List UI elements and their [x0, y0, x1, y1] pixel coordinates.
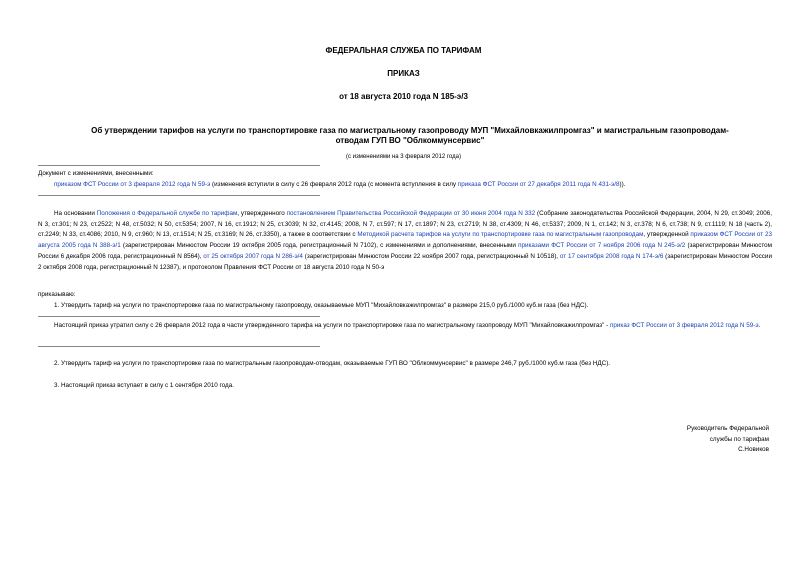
order-245-link[interactable]: приказами ФСТ России от 7 ноября 2006 года N 245-э/2	[518, 242, 686, 250]
repeal-end: .	[758, 322, 761, 329]
signature-block	[687, 424, 769, 456]
preamble-text-2: (Собрание законодательства Российской Федерации, 2004, N 29, ст.3049; 2006, N 3, ст.301; N 23, ст.2522; N 48, ст.5032; N 50, ст.5354; 2007, N 16, ст.1912; N 25, ст.3039; N 32, ст.4145; 2008, N 7, ст.597; N 17, ст.1897; N 23, ст.2719; N 38, ст.4309; N 46, ст.5337; 2009, N 1, ст.142; N 3, ст.378; N 6, ст.738; N 9, ст.1119; N 18 (часть 2), ст.2249; N 33, ст.4086; 2010, N 9, ст.960; N 13, ст.1514; N 25, ст.3169; N 26, ст.3350), а также в соответствии с	[38, 210, 772, 239]
signature-position: Руководитель Федеральной	[686, 425, 769, 432]
amendment-note: (с изменениями на 3 февраля 2012 года)	[346, 154, 461, 160]
preamble-text-6: (зарегистрирован Минюстом России 22 ноября 2007 года, регистрационный N 10518),	[302, 252, 560, 260]
order-388-link[interactable]: приказом ФСТ России от 23 августа 2005 года N 388-э/1	[38, 231, 772, 250]
order-item-2: 2. Утвердить тариф на услуги по транспортировке газа по магистральным газопроводам-отводам, оказываемые ГУП ВО "Облкоммунсервис" в размере 246,7 руб./1000 куб.м газа (без НДС).	[54, 360, 611, 367]
changes-label: Документ с изменениями, внесенными:	[38, 170, 154, 177]
order-174-link[interactable]: от 17 сентября 2008 года N 174-э/6	[559, 252, 664, 260]
amending-order-link[interactable]: приказом ФСТ России от 3 февраля 2012 года N 59-э	[54, 181, 211, 188]
order-286-link[interactable]: от 25 октября 2007 года N 286-э/4	[203, 252, 303, 260]
document-title	[70, 126, 750, 146]
title-line-2: отводам ГУП ВО "Облкоммунсервис"	[335, 136, 485, 145]
repeal-note	[38, 321, 772, 332]
signature-name: С.Новиков	[738, 446, 769, 453]
order-item-3: 3. Настоящий приказ вступает в силу с 1 сентября 2010 года.	[54, 382, 234, 389]
preamble-text-3: , утвержденной	[643, 231, 691, 239]
repeal-text: Настоящий приказ утратил силу с 26 февраля 2012 года в части утвержденного тарифа на услуги по транспортировке газа по магистральному газопроводу МУП "Михайловкажилпромгаз" -	[54, 322, 610, 329]
repeal-order-link[interactable]: приказ ФСТ России от 3 февраля 2012 года N 59-э	[610, 322, 759, 329]
changes-bottom-rule	[38, 195, 320, 196]
repeal-bottom-rule	[38, 346, 320, 347]
tariff-methodology-link[interactable]: Методикой расчета тарифов на услуги по транспортировке газа по магистральным газопроводам	[357, 231, 644, 239]
title-line-1: Об утверждении тарифов на услуги по транспортировке газа по магистральному газопроводу МУП "Михайловкажилпромгаз" и магистральным газопроводам-	[91, 126, 729, 135]
preamble-text-7: (зарегистрирован Минюстом России 2 октября 2008 года, регистрационный N 12387), и протоколом Правления ФСТ России от 18 августа 2010 года N 50-э	[38, 252, 772, 271]
preamble-text-5: (зарегистрирован Минюстом России 6 декабря 2006 года, регистрационный N 8564),	[38, 242, 772, 260]
effect-order-link[interactable]: приказа ФСТ России от 27 декабря 2011 года N 431-э/8	[457, 181, 620, 188]
preamble-text-4: (зарегистрирован Минюстом России 19 октября 2005 года, регистрационный N 7102), с изменениями и дополнениями, внесенными	[120, 242, 519, 250]
changes-text-2: )).	[619, 181, 626, 188]
repeal-top-rule	[38, 316, 320, 317]
preamble-text-0: На основании	[54, 210, 97, 217]
fst-regulation-link[interactable]: Положения о Федеральной службе по тарифам	[96, 210, 238, 217]
changes-detail	[38, 180, 772, 191]
changes-text-1: (изменения вступили в силу с 26 февраля 2012 года (с момента вступления в силу	[210, 181, 458, 188]
preamble-paragraph	[38, 209, 772, 273]
orders-intro: приказываю:	[38, 291, 76, 298]
doc-type-heading: ПРИКАЗ	[387, 69, 420, 78]
changes-top-rule	[38, 165, 320, 166]
signature-organization: службы по тарифам	[709, 435, 769, 443]
order-item-1: 1. Утвердить тариф на услуги по транспортировке газа по магистральному газопроводу, оказываемые МУП "Михайловкажилпромгаз" в размере 215,0 руб./1000 куб.м газа (без НДС).	[54, 302, 589, 309]
date-number-heading: от 18 августа 2010 года N 185-э/3	[339, 92, 468, 101]
preamble-text-1: , утвержденного	[237, 210, 287, 217]
government-decree-link[interactable]: постановлением Правительства Российской Федерации от 30 июня 2004 года N 332	[286, 210, 536, 217]
agency-heading: ФЕДЕРАЛЬНАЯ СЛУЖБА ПО ТАРИФАМ	[325, 46, 482, 55]
